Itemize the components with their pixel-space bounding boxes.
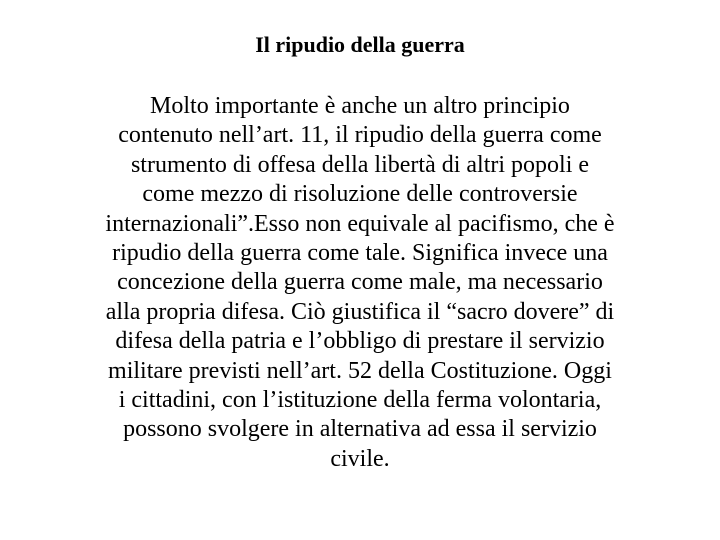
body-line: alla propria difesa. Ciò giustifica il “sacro dovere” di	[105, 298, 615, 325]
body-line: Molto importante è anche un altro principio	[150, 93, 570, 119]
body-line: concezione della guerra come male, ma necessario	[117, 269, 603, 296]
slide-title: Il ripudio della guerra	[255, 32, 465, 57]
body-line: difesa della patria e l’obbligo di prestare il servizio	[115, 328, 605, 355]
body-line: i cittadini, con l’istituzione della ferma volontaria,	[118, 387, 602, 414]
body-line: possono svolgere in alternativa ad essa il servizio	[123, 416, 597, 443]
body-line: militare previsti nell’art. 52 della Costituzione. Oggi	[108, 357, 612, 384]
slide-body	[58, 92, 662, 474]
body-line: civile.	[330, 445, 390, 472]
body-line: ripudio della guerra come tale. Significa invece una	[112, 240, 608, 267]
body-line: strumento di offesa della libertà di altri popoli e	[130, 151, 590, 178]
body-line: contenuto nell’art. 11, il ripudio della guerra come	[118, 122, 602, 149]
body-line: internazionali”.Esso non equivale al pacifismo, che è	[105, 210, 615, 237]
body-line: come mezzo di risoluzione delle controversie	[142, 181, 578, 208]
